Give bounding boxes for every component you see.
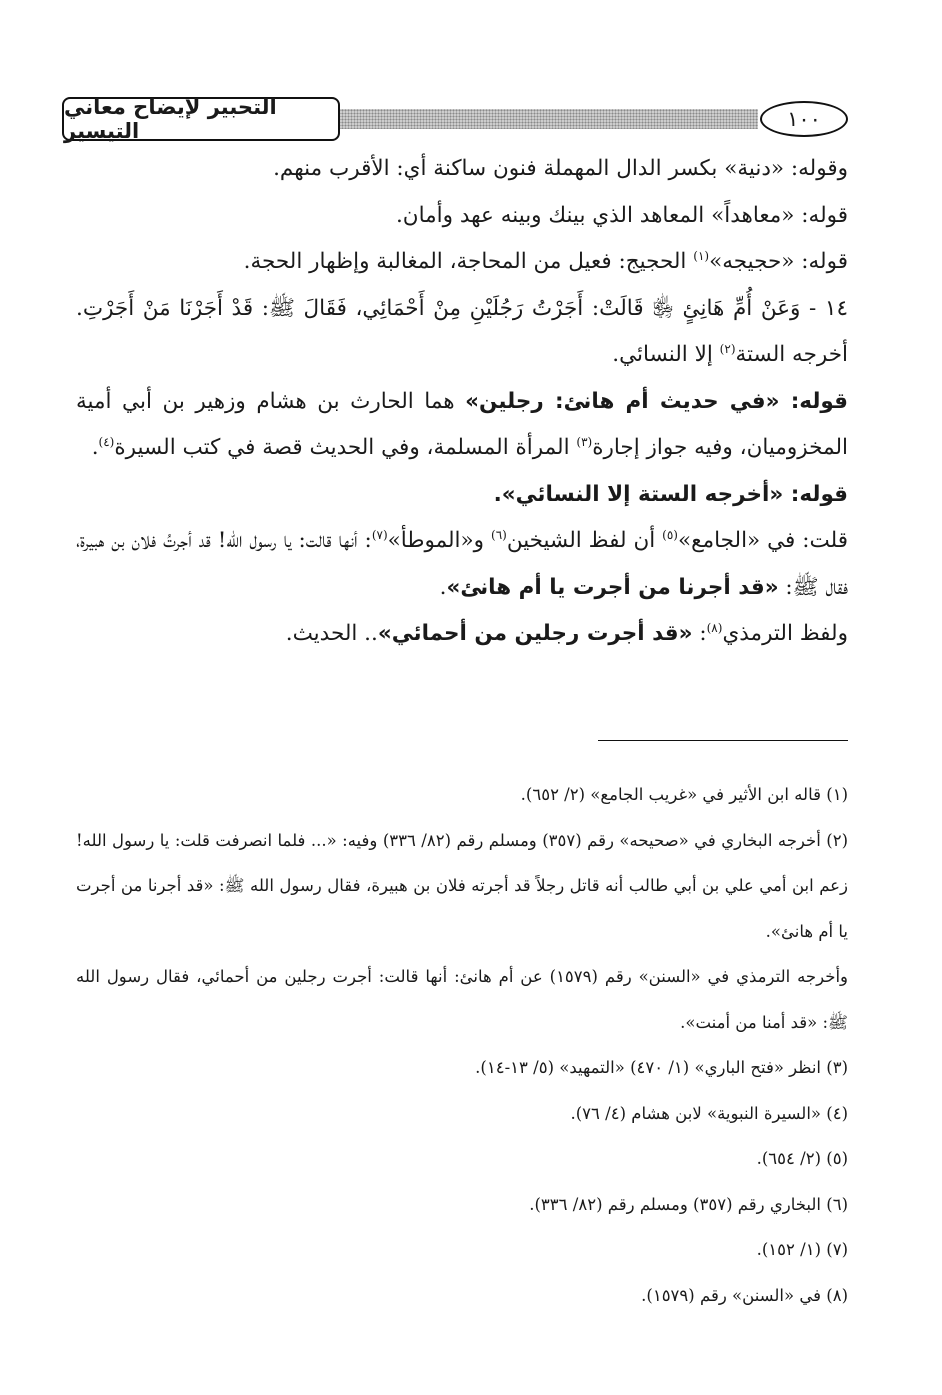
footnote-ref-6: (٦)	[491, 527, 507, 542]
paragraph-qultu	[76, 518, 848, 611]
page-number: ١٠٠	[760, 101, 848, 137]
footnote-separator	[598, 740, 848, 741]
hadith-source: إلا النسائي.	[612, 342, 720, 367]
quote-tirmidhi: «قد أجرت رجلين من أحمائي»	[377, 621, 693, 646]
header-decorative-band	[332, 109, 758, 129]
text-rajulayn-1: هما الحارث بن هشام وزهير بن أبي أمية المخزوميان، وفيه جواز إجارة	[76, 388, 848, 460]
footnote-ref-2: (٢)	[719, 341, 736, 356]
text-hajeej: الحجيج: فعيل من المحاجة، المغالبة وإظهار الحجة.	[243, 249, 694, 274]
term-rajulayn: قوله: «في حديث أم هانئ: رجلين»	[465, 388, 848, 414]
text-qultu-b: أن لفظ الشيخين	[506, 528, 663, 553]
text-rajulayn-2: المرأة المسلمة، وفي الحديث قصة في كتب السيرة	[114, 435, 577, 460]
text-tirmidhi-end: .. الحديث.	[285, 621, 378, 646]
footnote-ref-3: (٣)	[576, 434, 593, 449]
text-qultu-c: و«الموطأ»	[387, 528, 491, 553]
text-qultu-a: قلت: في «الجامع»	[677, 528, 849, 553]
footnote-ref-8: (٨)	[706, 620, 723, 635]
footnote-ref-7: (٧)	[371, 527, 388, 542]
footnote-3: (٣) انظر «فتح الباري» (١/ ٤٧٠) «التمهيد» (٥/ ١٣-١٤).	[475, 1058, 848, 1077]
paragraph-hajeej	[76, 239, 848, 286]
term-hajeej: قوله: «حجيجه»	[709, 249, 848, 274]
footnote-1: (١) قاله ابن الأثير في «غريب الجامع» (٢/ ٦٥٢).	[520, 785, 848, 804]
footnote-7: (٧) (١/ ١٥٢).	[756, 1240, 848, 1259]
quote-ajarna: «قد أجرنا من أجرت يا أم هانئ»	[446, 574, 779, 600]
text-qultu-d: : أنها قالت: يا رسول الله! قد أجرتُ فلان بن هبيرة، فقال ﷺ:	[76, 528, 848, 600]
text-rajulayn-end: .	[91, 435, 99, 460]
book-title: التحبير لإيضاح معاني التيسير	[62, 97, 340, 141]
footnote-8: (٨) في «السنن» رقم (١٥٧٩).	[641, 1285, 848, 1305]
footnote-ref-5: (٥)	[662, 527, 678, 542]
paragraph-akhrajahu	[76, 472, 848, 519]
footnote-2: (٢) أخرجه البخاري في «صحيحه» رقم (٣٥٧) ومسلم رقم (٨٢/ ٣٣٦) وفيه: «... فلما انصرفت قلت: يا رسول الله! زعم ابن أمي علي بن أبي طالب أنه قاتل رجلاً قد أجرته فلان بن هبيرة، فقال رسول الله ﷺ: «قد أجرنا من أجرت يا أم هانئ».	[76, 830, 848, 941]
footnotes	[76, 772, 848, 1318]
paragraph-daniyya: وقوله: «دنية» بكسر الدال المهملة فنون ساكنة أي: الأقرب منهم.	[273, 156, 848, 181]
text-qultu-end: .	[439, 574, 447, 600]
paragraph-rajulayn	[76, 379, 848, 472]
main-text	[76, 146, 848, 658]
term-akhrajahu: قوله: «أخرجه الستة إلا النسائي».	[493, 481, 848, 507]
footnote-ref-4: (٤)	[98, 434, 115, 449]
footnote-ref-1: (١)	[693, 248, 710, 263]
footnote-6: (٦) البخاري رقم (٣٥٧) ومسلم رقم (٨٢/ ٣٣٦).	[529, 1194, 848, 1214]
hadith-text: ١٤ - وَعَنْ أُمِّ هَانِئٍ ﵂ قَالَتْ: أَجَرْتُ رَجُلَيْنِ مِنْ أَحْمَائِي، فَقَالَ ﷺ: قَدْ أَجَرْنَا مَنْ أَجَرْتِ. أخرجه الستة	[76, 295, 848, 367]
text-tirmidhi-a: ولفظ الترمذي	[722, 621, 848, 646]
paragraph-muahid: قوله: «معاهداً» المعاهد الذي بينك وبينه عهد وأمان.	[395, 202, 848, 228]
text-tirmidhi-b: :	[692, 621, 707, 646]
paragraph-tirmidhi	[76, 611, 848, 658]
footnote-5: (٥) (٢/ ٦٥٤).	[756, 1149, 848, 1168]
page-header	[62, 95, 848, 143]
footnote-4: (٤) «السيرة النبوية» لابن هشام (٤/ ٧٦).	[570, 1103, 848, 1123]
hadith-14	[76, 286, 848, 379]
footnote-2-continued: وأخرجه الترمذي في «السنن» رقم (١٥٧٩) عن أم هانئ: أنها قالت: أجرت رجلين من أحمائي، فقال رسول الله ﷺ: «قد أمنا من أمنت».	[76, 967, 848, 1032]
